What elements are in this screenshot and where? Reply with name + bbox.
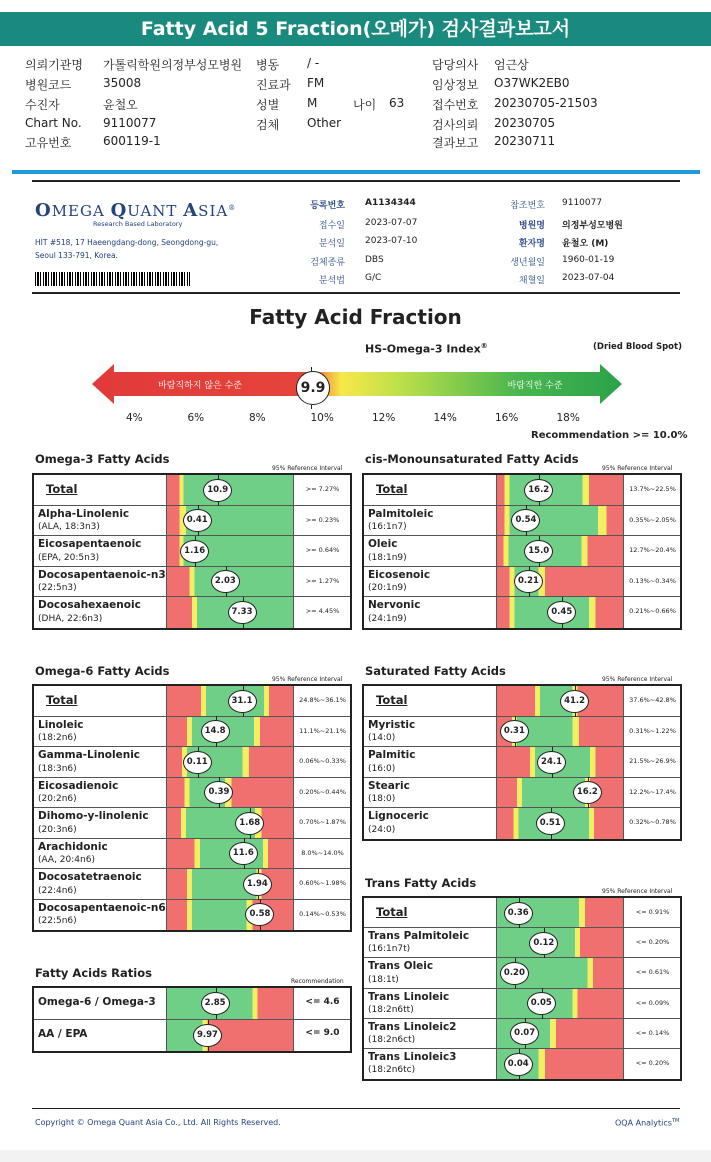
section-title: Omega-3 Fatty Acids (35, 452, 170, 466)
result-value-marker: 0.51 (536, 812, 565, 835)
result-value-marker: 31.1 (228, 690, 257, 713)
table-row (34, 900, 350, 931)
table-row (364, 1049, 680, 1079)
fatty-acid-table (32, 473, 352, 630)
table-row (364, 597, 680, 628)
reference-range: >= 0.64% (305, 546, 340, 555)
reference-range: <= 4.6 (305, 996, 340, 1007)
reference-range: 0.60%~1.98% (299, 879, 346, 888)
index-tick-label: 12% (372, 412, 396, 424)
table-row (364, 958, 680, 988)
result-value-marker: 0.12 (529, 932, 558, 955)
result-value-marker: 0.20 (500, 962, 529, 985)
row-name: Trans Linoleic (368, 990, 450, 1003)
result-value-marker: 2.85 (201, 992, 230, 1015)
row-subname: (AA, 20:4n6) (38, 855, 95, 865)
row-name: Trans Linoleic2 (368, 1020, 457, 1033)
row-name: Trans Palmitoleic (368, 930, 470, 943)
reference-interval-header: 95% Reference Interval (602, 888, 673, 895)
table-row (364, 567, 680, 598)
reference-range: 13.7%~22.5% (629, 485, 676, 494)
table-row (34, 1020, 350, 1052)
table-row (34, 686, 350, 717)
table-row (34, 506, 350, 537)
result-gauge (166, 1020, 294, 1052)
divider (32, 180, 680, 182)
row-name: AA / EPA (38, 1027, 88, 1040)
omega3-index-scale (92, 364, 622, 404)
registration-value: G/C (365, 273, 382, 283)
logo-subtitle: Research Based Laboratory (93, 220, 183, 228)
row-subname: (18:0) (368, 794, 396, 804)
reference-range: 12.7%~20.4% (629, 546, 676, 555)
row-subname: (20:2n6) (38, 794, 77, 804)
registration-label: 생년월일 (510, 258, 545, 268)
table-row (34, 536, 350, 567)
row-name: Omega-6 / Omega-3 (38, 996, 156, 1008)
table-row (34, 567, 350, 598)
reference-range: <= 0.20% (635, 938, 670, 947)
info-label: 수진자 (25, 98, 60, 112)
row-name: Eicosenoic (368, 568, 431, 581)
registration-value: 9110077 (562, 198, 603, 208)
fatty-acid-table (32, 684, 352, 932)
row-name: Trans Oleic (368, 960, 434, 973)
result-value-marker: 1.94 (243, 873, 272, 896)
row-name: Total (376, 482, 408, 496)
registration-label: 병원명 (518, 221, 545, 231)
row-name: Gamma-Linolenic (38, 749, 141, 761)
reference-range: >= 1.27% (305, 576, 340, 585)
section-title: cis-Monounsaturated Fatty Acids (365, 452, 579, 466)
registration-label: 접수일 (318, 221, 345, 231)
row-name: Total (46, 482, 78, 496)
reference-range: <= 0.20% (635, 1059, 670, 1068)
row-subname: (18:2n6tt) (368, 1004, 414, 1015)
result-value-marker: 0.11 (183, 751, 212, 774)
info-value: 35008 (103, 76, 142, 90)
row-name: Docosapentaenoic-n3 (38, 568, 166, 581)
registration-label: 참조번호 (510, 201, 545, 211)
info-value: 600119-1 (103, 134, 161, 148)
registration-label: 등록번호 (310, 201, 345, 211)
info-value: 9110077 (103, 116, 157, 130)
result-value-marker: 11.6 (229, 842, 258, 865)
registration-value: 의정부성모병원 (562, 221, 623, 231)
reference-range: 0.70%~1.87% (299, 818, 346, 827)
reference-range: 0.31%~1.22% (629, 726, 676, 735)
index-tick-label: 14% (433, 412, 457, 424)
reference-range: 0.06%~0.33% (299, 757, 346, 766)
result-gauge (166, 988, 294, 1019)
row-subname: (20:3n6) (38, 824, 77, 835)
result-gauge (496, 536, 624, 566)
table-row (364, 928, 680, 958)
index-title: HS-Omega-3 Index® (365, 342, 488, 356)
result-gauge (496, 778, 624, 808)
row-name: Docosatetraenoic (38, 871, 142, 883)
result-value-marker: 10.9 (203, 479, 232, 502)
result-value-marker: 41.2 (560, 690, 589, 713)
result-value-marker: 1.16 (180, 540, 209, 563)
info-value: 20230711 (494, 134, 556, 148)
info-value: 20230705 (494, 116, 556, 130)
reference-range: 11.1%~21.1% (299, 726, 346, 735)
row-name: Lignoceric (368, 810, 429, 822)
registration-value: 2023-07-07 (365, 218, 418, 228)
result-value-marker: 9.97 (193, 1024, 222, 1047)
reference-range: <= 0.09% (635, 998, 670, 1007)
index-tick-label: 6% (187, 412, 205, 424)
row-subname: (18:1t) (368, 974, 399, 985)
row-subname: (16:1n7) (368, 522, 407, 532)
row-subname: (EPA, 20:5n3) (38, 552, 100, 563)
reference-range: 24.8%~36.1% (299, 696, 346, 705)
registration-value: A1134344 (365, 198, 416, 208)
divider (32, 292, 680, 294)
info-value: 가톨릭학원의정부성모병원 (103, 58, 243, 72)
row-name: Eicosadienoic (38, 779, 119, 792)
info-label: 검사의뢰 (432, 118, 479, 132)
registration-value: 윤철오 (M) (562, 239, 609, 249)
info-label: 검체 (256, 118, 280, 132)
divider (12, 170, 700, 174)
oqa-brand: OQA Analytics™ (615, 1118, 680, 1128)
result-value-marker: 7.33 (228, 601, 257, 624)
section-title: Trans Fatty Acids (365, 876, 477, 890)
row-name: Docosahexaenoic (38, 599, 141, 611)
report-title: Fatty Acid 5 Fraction(오메가) 검사결과보고서 (0, 12, 711, 46)
info-value: Other (307, 116, 342, 130)
result-value-marker: 15.0 (524, 540, 553, 563)
result-value-marker: 2.03 (211, 570, 240, 593)
registration-value: 1960-01-19 (562, 255, 615, 265)
reference-range: 37.6%~42.8% (629, 696, 676, 705)
row-name: Myristic (368, 718, 416, 731)
registration-label: 분석일 (318, 239, 345, 249)
result-value-marker: 16.2 (573, 781, 602, 804)
table-row (364, 717, 680, 748)
registration-value: DBS (365, 255, 384, 265)
fatty-acid-table (362, 473, 682, 630)
info-value: 윤철오 (103, 98, 138, 112)
table-row (364, 778, 680, 809)
fatty-acid-table (362, 896, 682, 1081)
registration-label: 검체종류 (310, 258, 345, 268)
info-label: 나이 (353, 98, 377, 112)
info-label: 진료과 (256, 78, 291, 92)
result-value-marker: 0.31 (500, 720, 529, 743)
row-subname: (22:4n6) (38, 885, 77, 896)
row-subname: (18:2n6ct) (368, 1034, 416, 1045)
info-value: O37WK2EB0 (494, 76, 570, 90)
table-row (364, 898, 680, 928)
reference-range: 21.5%~26.9% (629, 757, 676, 766)
row-name: Linoleic (38, 718, 84, 731)
reference-range: >= 7.27% (305, 485, 340, 494)
info-label: 의뢰기관명 (25, 58, 83, 72)
index-tick-label: 8% (249, 412, 266, 424)
omega-quant-logo: OMEGA QUANT ASIA® (35, 200, 237, 221)
omega3-index-marker: 9.9 (296, 371, 330, 405)
table-row (364, 1019, 680, 1049)
reference-range: 0.21%~0.66% (629, 607, 676, 616)
good-level-label: 바람직한 수준 (507, 381, 563, 391)
info-label: 고유번호 (25, 136, 72, 150)
table-row (364, 747, 680, 778)
reference-range: <= 0.91% (635, 908, 670, 917)
reference-interval-header: 95% Reference Interval (272, 465, 343, 472)
registration-label: 분석법 (318, 276, 345, 286)
copyright: Copyright © Omega Quant Asia Co., Ltd. All Rights Reserved. (35, 1118, 281, 1127)
reference-range: 8.0%~14.0% (301, 848, 344, 857)
table-row (34, 597, 350, 628)
info-label: 접수번호 (432, 98, 479, 112)
row-name: Alpha-Linolenic (38, 507, 130, 520)
result-value-marker: 0.07 (510, 1022, 539, 1045)
reference-range: <= 9.0 (305, 1028, 340, 1039)
reference-range: 0.13%~0.34% (629, 576, 676, 585)
table-row (364, 808, 680, 839)
table-row (364, 506, 680, 537)
row-subname: (18:1n9) (368, 552, 407, 563)
row-name: Total (376, 693, 408, 707)
registration-value: 2023-07-10 (365, 236, 418, 246)
table-row (34, 717, 350, 748)
table-row (34, 839, 350, 870)
registration-label: 환자명 (518, 239, 545, 249)
fatty-acid-table (32, 986, 352, 1053)
fatty-acid-table (362, 684, 682, 841)
reference-range: >= 4.45% (305, 607, 340, 616)
table-row (34, 778, 350, 809)
row-name: Palmitic (368, 749, 416, 761)
divider (32, 1108, 680, 1109)
main-title: Fatty Acid Fraction (249, 305, 462, 329)
info-value: 엄근상 (494, 58, 529, 72)
result-value-marker: 24.1 (537, 751, 566, 774)
index-tick-label: 4% (126, 412, 143, 424)
reference-range: 0.32%~0.78% (629, 818, 676, 827)
reference-range: <= 0.14% (635, 1028, 670, 1037)
row-name: Total (46, 693, 78, 707)
row-name: Oleic (368, 538, 398, 550)
result-value-marker: 14.8 (201, 720, 230, 743)
reference-interval-header: 95% Reference Interval (272, 676, 343, 683)
reference-range: 0.14%~0.53% (299, 909, 346, 918)
index-recommendation: Recommendation >= 10.0% (531, 430, 688, 441)
table-row (34, 747, 350, 778)
result-value-marker: 0.39 (204, 781, 233, 804)
table-row (34, 475, 350, 506)
table-row (364, 989, 680, 1019)
result-gauge (166, 900, 294, 931)
info-label: Chart No. (25, 116, 82, 130)
row-subname: (18:3n6) (38, 763, 77, 774)
row-subname: (20:1n9) (368, 583, 407, 593)
info-label: 담당의사 (432, 58, 479, 72)
row-name: Total (376, 905, 408, 919)
result-gauge (166, 869, 294, 899)
index-tick-label: 18% (556, 412, 580, 424)
reference-range: 0.35%~2.05% (629, 515, 676, 524)
row-subname: (22:5n3) (38, 583, 77, 593)
row-subname: (ALA, 18:3n3) (38, 522, 100, 532)
result-value-marker: 0.21 (514, 570, 543, 593)
table-row (364, 686, 680, 717)
info-label: 병동 (256, 58, 280, 72)
result-gauge (496, 928, 624, 957)
section-title: Omega-6 Fatty Acids (35, 664, 170, 678)
row-name: Nervonic (368, 599, 421, 611)
info-label: 결과보고 (432, 136, 479, 150)
registration-value: 2023-07-04 (562, 273, 615, 283)
row-subname: (16:1n7t) (368, 944, 411, 955)
index-tick-label: 16% (495, 412, 519, 424)
row-name: Trans Linoleic3 (368, 1051, 457, 1063)
info-label: 성별 (256, 98, 280, 112)
row-name: Docosapentaenoic-n6 (38, 901, 166, 914)
result-gauge (166, 717, 294, 747)
row-name: Palmitoleic (368, 507, 434, 520)
result-gauge (496, 989, 624, 1018)
result-value-marker: 0.58 (245, 903, 274, 926)
reference-interval-header: 95% Reference Interval (602, 465, 673, 472)
info-value: 20230705-21503 (494, 96, 598, 110)
table-row (34, 808, 350, 839)
row-name: Arachidonic (38, 840, 108, 853)
result-value-marker: 0.05 (527, 992, 556, 1015)
table-row (34, 988, 350, 1020)
section-title: Fatty Acids Ratios (35, 966, 152, 980)
info-label: 임상정보 (432, 78, 479, 92)
barcode (35, 272, 190, 286)
info-value: M (307, 96, 318, 110)
row-subname: (24:1n9) (368, 613, 407, 624)
row-subname: (18:2n6tc) (368, 1065, 416, 1076)
reference-range: >= 0.23% (305, 515, 340, 524)
row-subname: (DHA, 22:6n3) (38, 613, 103, 624)
recommendation-header: Recommendation (291, 978, 344, 985)
row-subname: (14:0) (368, 733, 396, 743)
result-value-marker: 0.36 (504, 902, 533, 925)
row-name: Eicosapentaenoic (38, 538, 142, 550)
bad-level-label: 바람직하지 않은 수준 (158, 381, 242, 391)
reference-range: 12.2%~17.4% (629, 787, 676, 796)
table-row (364, 536, 680, 567)
result-value-marker: 1.68 (235, 812, 264, 835)
table-row (364, 475, 680, 506)
reference-range: <= 0.61% (635, 968, 670, 977)
index-tick-label: 10% (310, 412, 334, 424)
info-label: 병원코드 (25, 78, 72, 92)
row-subname: (18:2n6) (38, 733, 77, 743)
table-row (34, 869, 350, 900)
result-gauge (166, 808, 294, 838)
result-value-marker: 0.41 (183, 509, 212, 532)
registration-label: 채혈일 (518, 276, 545, 286)
reference-range: 0.20%~0.44% (299, 787, 346, 796)
info-value: / - (307, 56, 320, 70)
reference-interval-header: 95% Reference Interval (602, 676, 673, 683)
row-subname: (16:0) (368, 763, 396, 774)
info-value: 63 (389, 96, 405, 110)
result-value-marker: 0.45 (547, 601, 576, 624)
lab-address: Seoul 133-791, Korea. (35, 251, 118, 260)
result-value-marker: 0.04 (504, 1053, 533, 1076)
row-name: Stearic (368, 779, 410, 792)
row-subname: (22:5n6) (38, 916, 77, 926)
row-name: Dihomo-y-linolenic (38, 810, 149, 822)
sample-type: (Dried Blood Spot) (593, 342, 682, 352)
result-gauge (496, 475, 624, 505)
result-value-marker: 0.54 (511, 509, 540, 532)
lab-address: HIT #518, 17 Haeengdang-dong, Seongdong-gu, (35, 238, 219, 247)
section-title: Saturated Fatty Acids (365, 664, 506, 678)
info-value: FM (307, 76, 325, 90)
result-value-marker: 16.2 (524, 479, 553, 502)
row-subname: (24:0) (368, 824, 396, 835)
